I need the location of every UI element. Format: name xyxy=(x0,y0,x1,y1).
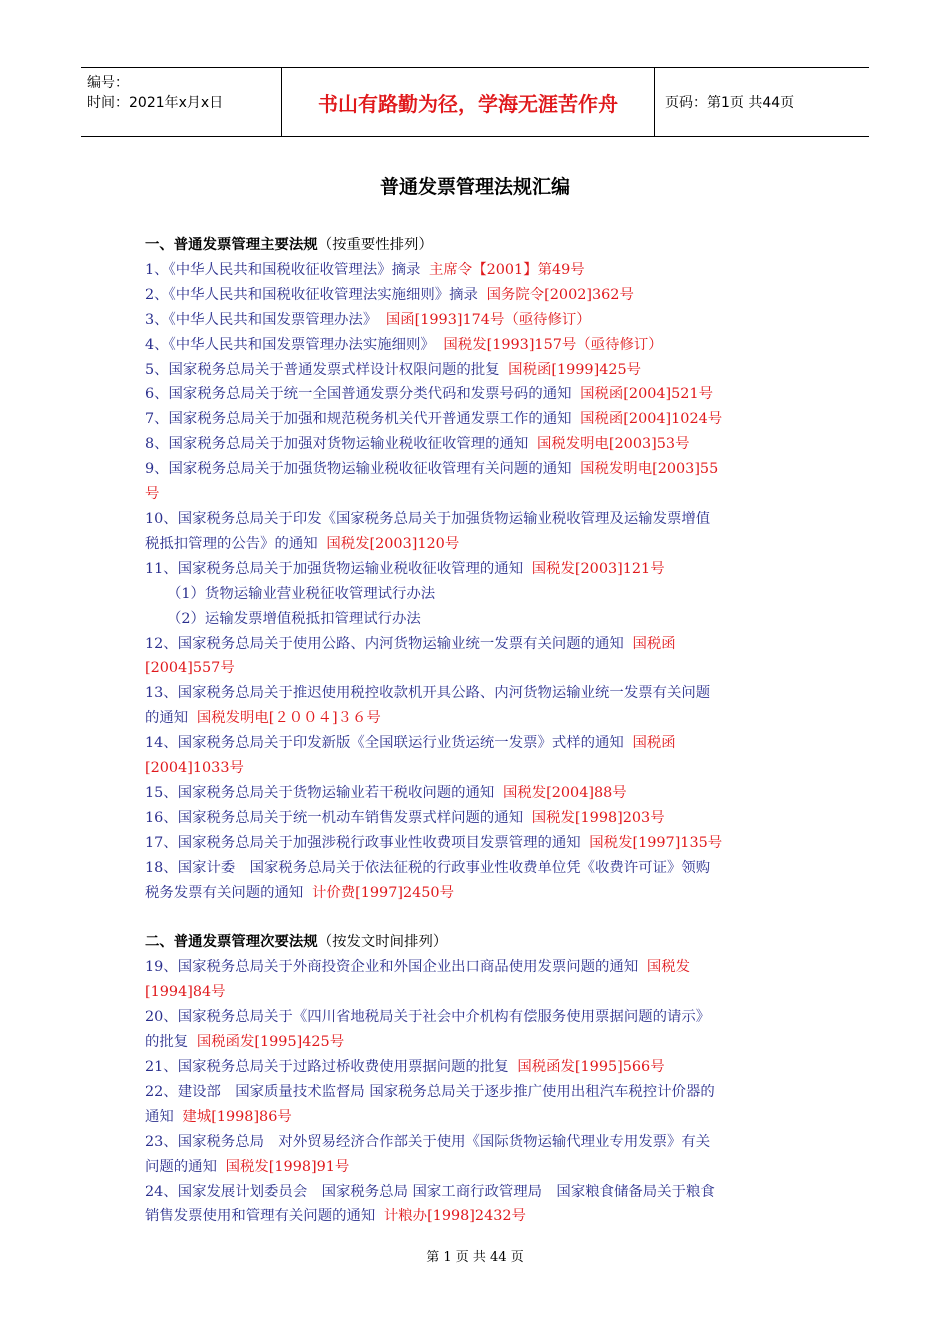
regulation-line xyxy=(145,333,810,358)
regulation-line xyxy=(145,507,810,532)
header-motto xyxy=(282,68,655,136)
regulation-title: 15、国家税务总局关于货物运输业若干税收问题的通知 xyxy=(145,784,495,801)
regulation-line xyxy=(145,532,810,557)
regulation-line xyxy=(145,781,810,806)
regulation-line xyxy=(145,1105,810,1130)
regulation-item xyxy=(145,382,810,407)
regulation-line xyxy=(145,557,810,582)
regulation-title: 8、国家税务总局关于加强对货物运输业税收征收管理的通知 xyxy=(145,436,529,453)
regulation-document-number: 建城[1998]86号 xyxy=(182,1108,292,1125)
regulation-title: 3、《中华人民共和国发票管理办法》 xyxy=(145,311,378,328)
regulation-item xyxy=(145,333,810,358)
regulation-item xyxy=(145,1005,810,1055)
regulation-title: 17、国家税务总局关于加强涉税行政事业性收费项目发票管理的通知 xyxy=(145,834,581,851)
regulation-line xyxy=(145,1180,810,1205)
regulation-line xyxy=(145,1030,810,1055)
regulation-document-number: 国税发[2003]120号 xyxy=(326,535,460,552)
document-time-label: 时间：2021年x月x日 xyxy=(87,95,224,111)
regulation-document-number: 国税发[1998]203号 xyxy=(531,809,665,826)
regulation-item xyxy=(145,1180,810,1230)
regulation-line xyxy=(145,382,810,407)
regulation-item xyxy=(145,1130,810,1180)
regulation-line xyxy=(145,308,810,333)
regulation-document-number: 国税发[1998]91号 xyxy=(225,1158,350,1175)
regulation-title: 18、国家计委 国家税务总局关于依法征税的行政事业性收费单位凭《收费许可证》领购 xyxy=(145,859,711,876)
regulation-title: 税抵扣管理的公告》的通知 xyxy=(145,535,318,552)
regulation-title: 22、建设部 国家质量技术监督局 国家税务总局关于逐步推广使用出租汽车税控计价器的 xyxy=(145,1083,715,1100)
regulation-item xyxy=(145,457,810,507)
regulation-title: 21、国家税务总局关于过路过桥收费使用票据问题的批复 xyxy=(145,1059,509,1075)
regulation-document-number: 国税发[1997]135号 xyxy=(589,834,723,851)
regulation-title: 6、国家税务总局关于统一全国普通发票分类代码和发票号码的通知 xyxy=(145,386,572,403)
regulation-item xyxy=(145,258,810,283)
document-title: 普通发票管理法规汇编 xyxy=(379,176,570,198)
regulation-title: 16、国家税务总局关于统一机动车销售发票式样问题的通知 xyxy=(145,809,524,826)
regulation-list-secondary xyxy=(145,955,810,1229)
motto-text: 书山有路勤为径，学海无涯苦作舟 xyxy=(318,91,618,116)
section-gap xyxy=(145,905,810,930)
regulation-list-primary xyxy=(145,258,810,906)
regulation-item xyxy=(145,507,810,557)
header-meta xyxy=(81,68,282,136)
document-number-label: 编号： xyxy=(87,75,129,91)
regulation-document-number: 国税发[2004]88号 xyxy=(502,784,627,801)
regulation-document-number: 主席令【2001】第49号 xyxy=(429,261,585,278)
regulation-title: 11、国家税务总局关于加强货物运输业税收征收管理的通知 xyxy=(145,560,524,577)
regulation-item xyxy=(145,632,810,682)
regulation-title: 税务发票有关问题的通知 xyxy=(145,884,304,901)
regulation-document-number: 国税发 xyxy=(646,959,691,976)
regulation-document-number: 计粮办[1998]2432号 xyxy=(383,1208,526,1225)
regulation-document-number: 国税函 xyxy=(632,635,676,652)
regulation-document-number: 国税发[2003]121号 xyxy=(531,560,665,577)
regulation-line xyxy=(145,656,810,681)
regulation-line xyxy=(145,756,810,781)
regulation-line xyxy=(145,856,810,881)
regulation-title: 问题的通知 xyxy=(145,1158,217,1175)
regulation-line xyxy=(145,980,810,1005)
page-info-text: 页码：第1页 共44页 xyxy=(665,95,795,111)
page-footer: 第 1 页 共 44 页 xyxy=(426,1250,524,1265)
regulation-item xyxy=(145,407,810,432)
regulation-document-number: 国税发明电[2003]55 xyxy=(580,461,719,478)
regulation-document-number: 国税发明电[２００４]３６号 xyxy=(196,710,381,727)
regulation-document-number: [1994]84号 xyxy=(145,984,226,1001)
regulation-line xyxy=(145,632,810,657)
regulation-title: 1、《中华人民共和国税收征收管理法》摘录 xyxy=(145,261,421,278)
regulation-title: 2、《中华人民共和国税收征收管理法实施细则》摘录 xyxy=(145,286,478,303)
regulation-item xyxy=(145,781,810,806)
regulation-document-number: 国税发[1993]157号（亟待修订） xyxy=(443,336,663,353)
regulation-line xyxy=(145,358,810,383)
regulation-document-number: 计价费[1997]2450号 xyxy=(311,884,454,901)
regulation-item xyxy=(145,955,810,1005)
regulation-item xyxy=(145,283,810,308)
regulation-title: 20、国家税务总局关于《四川省地税局关于社会中介机构有偿服务使用票据问题的请示》 xyxy=(145,1009,711,1026)
regulation-title: 14、国家税务总局关于印发新版《全国联运行业货运统一发票》式样的通知 xyxy=(145,735,624,752)
regulation-title: 13、国家税务总局关于推迟使用税控收款机开具公路、内河货物运输业统一发票有关问题 xyxy=(145,685,711,702)
regulation-title: 7、国家税务总局关于加强和规范税务机关代开普通发票工作的通知 xyxy=(145,411,572,428)
regulation-title: 9、国家税务总局关于加强货物运输业税收征收管理有关问题的通知 xyxy=(145,461,572,478)
regulation-item xyxy=(145,1055,810,1080)
regulation-title: 12、国家税务总局关于使用公路、内河货物运输业统一发票有关问题的通知 xyxy=(145,635,624,652)
section-heading-text: 一、普通发票管理主要法规 xyxy=(145,237,318,253)
regulation-line xyxy=(145,1055,810,1080)
regulation-title: 24、国家发展计划委员会 国家税务总局 国家工商行政管理局 国家粮食储备局关于粮食 xyxy=(145,1183,715,1200)
regulation-document-number: 国税函[2004]1024号 xyxy=(580,411,723,428)
section-heading xyxy=(145,930,810,955)
regulation-item xyxy=(145,806,810,831)
regulation-line xyxy=(145,1204,810,1229)
page-header xyxy=(81,67,869,137)
regulation-line xyxy=(145,731,810,756)
regulation-line xyxy=(145,457,810,482)
section-heading-note: （按重要性排列） xyxy=(317,237,433,253)
regulation-item xyxy=(145,856,810,906)
regulation-item xyxy=(145,358,810,383)
regulation-document-number: 国函[1993]174号（亟待修订） xyxy=(385,311,591,328)
regulation-line xyxy=(145,881,810,906)
regulation-title: 5、国家税务总局关于普通发票式样设计权限问题的批复 xyxy=(145,361,500,378)
regulation-document-number: [2004]1033号 xyxy=(145,760,244,777)
regulation-title: 销售发票使用和管理有关问题的通知 xyxy=(145,1208,376,1225)
regulation-title: 4、《中华人民共和国发票管理办法实施细则》 xyxy=(145,336,435,353)
regulation-item xyxy=(145,557,810,582)
regulation-document-number: 国税函[2004]521号 xyxy=(580,386,714,403)
section-heading-note: （按发文时间排列） xyxy=(317,934,448,951)
regulation-line xyxy=(145,1130,810,1155)
regulation-line xyxy=(145,432,810,457)
regulation-item xyxy=(145,1080,810,1130)
regulation-line xyxy=(145,1155,810,1180)
regulation-line xyxy=(145,1005,810,1030)
regulation-item xyxy=(145,831,810,856)
regulation-title: 23、国家税务总局 对外贸易经济合作部关于使用《国际货物运输代理业专用发票》有关 xyxy=(145,1133,711,1150)
regulation-subitem: （1）货物运输业营业税征收管理试行办法 xyxy=(167,585,436,602)
section-heading-text: 二、普通发票管理次要法规 xyxy=(145,934,318,951)
regulation-line xyxy=(145,407,810,432)
document-body xyxy=(145,233,810,1229)
regulation-title: 19、国家税务总局关于外商投资企业和外国企业出口商品使用发票问题的通知 xyxy=(145,959,639,976)
regulation-line xyxy=(145,955,810,980)
regulation-item xyxy=(145,308,810,333)
regulation-line xyxy=(145,482,810,507)
header-page-info xyxy=(655,68,869,136)
regulation-document-number: 国税函发[1995]425号 xyxy=(196,1034,345,1051)
regulation-line xyxy=(145,831,810,856)
regulation-document-number: 国务院令[2002]362号 xyxy=(486,286,634,303)
regulation-line xyxy=(145,1080,810,1105)
regulation-document-number: [2004]557号 xyxy=(145,660,235,677)
regulation-document-number: 国税发明电[2003]53号 xyxy=(536,436,690,453)
regulation-title: 10、国家税务总局关于印发《国家税务总局关于加强货物运输业税收管理及运输发票增值 xyxy=(145,510,711,527)
regulation-document-number: 国税函[1999]425号 xyxy=(508,361,642,378)
regulation-document-number: 国税函发[1995]566号 xyxy=(517,1059,665,1075)
regulation-title: 通知 xyxy=(145,1108,174,1125)
regulation-line xyxy=(145,283,810,308)
regulation-title: 的批复 xyxy=(145,1034,189,1051)
regulation-document-number: 国税函 xyxy=(632,735,676,752)
regulation-title: 的通知 xyxy=(145,710,189,727)
regulation-line xyxy=(145,258,810,283)
regulation-item xyxy=(145,731,810,781)
regulation-item xyxy=(145,432,810,457)
regulation-subitem: （2）运输发票增值税抵扣管理试行办法 xyxy=(167,610,421,627)
regulation-line xyxy=(145,806,810,831)
regulation-item xyxy=(145,681,810,731)
regulation-document-number: 号 xyxy=(145,486,160,503)
regulation-line xyxy=(145,681,810,706)
regulation-line xyxy=(145,706,810,731)
section-heading xyxy=(145,233,810,258)
